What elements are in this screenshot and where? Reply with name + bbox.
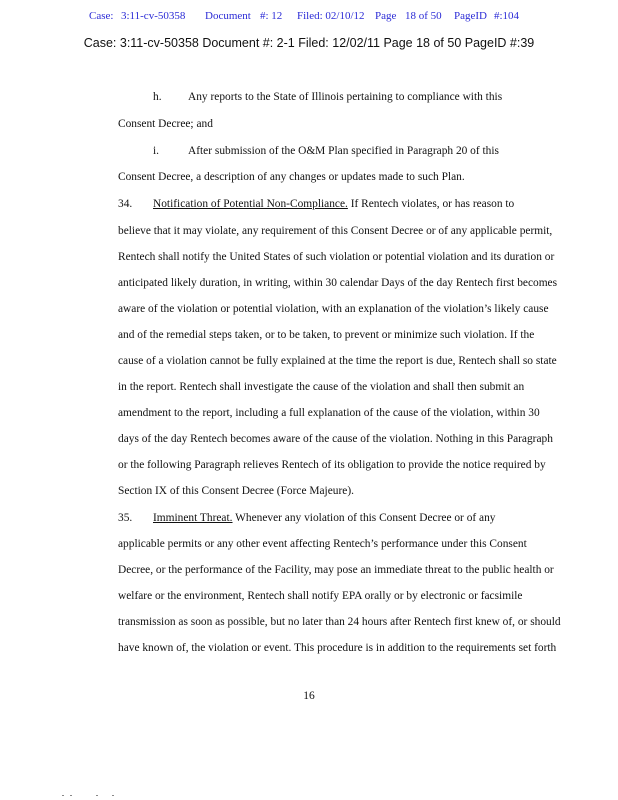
item-h-line: Any reports to the State of Illinois pertaining to compliance with this [188, 91, 503, 103]
stamp-case-label: Case: [89, 10, 114, 22]
item-i-label: i. [153, 145, 160, 157]
stamp-page-of: 18 of 50 [405, 10, 442, 22]
scan-speck [62, 795, 64, 796]
paragraph-34-first-line [153, 198, 514, 210]
paragraph-line: amendment to the report, including a full explanation of the cause of the violation, within 30 [118, 407, 540, 419]
item-i-line: After submission of the O&M Plan specified in Paragraph 20 of this [188, 145, 499, 157]
paragraph-number: 34. [118, 198, 133, 210]
page-number: 16 [303, 690, 315, 702]
stamp-filed-date: Filed: 02/10/12 [297, 10, 365, 22]
scan-speck [112, 795, 114, 796]
stamp-pageid-label: PageID [454, 10, 487, 22]
item-i-line: Consent Decree, a description of any changes or updates made to such Plan. [118, 171, 465, 183]
original-filing-header: Case: 3:11-cv-50358 Document #: 2-1 Filed: 12/02/11 Page 18 of 50 PageID #:39 [83, 36, 535, 50]
stamp-document-label: Document [205, 10, 251, 22]
paragraph-line: in the report. Rentech shall investigate the cause of the violation and shall then submit an [118, 381, 525, 393]
scan-speck [96, 795, 98, 796]
paragraph-line: welfare or the environment, Rentech shall notify EPA orally or by electronic or facsimile [118, 590, 523, 602]
paragraph-line: Rentech shall notify the United States of such violation or potential violation and its duration or [118, 251, 555, 263]
paragraph-line: believe that it may violate, any requirement of this Consent Decree or of any applicable permit, [118, 225, 553, 237]
item-h-label: h. [153, 91, 162, 103]
paragraph-line: aware of the violation or potential violation, with an explanation of the violation’s likely cause [118, 303, 549, 315]
paragraph-35-first-line [153, 512, 495, 524]
paragraph-line: Section IX of this Consent Decree (Force Majeure). [118, 485, 354, 497]
stamp-case-number: 3:11-cv-50358 [121, 10, 186, 22]
paragraph-line: cause of a violation cannot be fully explained at the time the report is due, Rentech shall so state [118, 355, 557, 367]
paragraph-line: transmission as soon as possible, but no later than 24 hours after Rentech first knew of, or should [118, 616, 561, 628]
stamp-document-number: #: 12 [260, 10, 283, 22]
paragraph-heading: Notification of Potential Non-Compliance. [153, 198, 348, 210]
paragraph-line: Decree, or the performance of the Facility, may pose an immediate threat to the public health or [118, 564, 554, 576]
paragraph-text: If Rentech violates, or has reason to [347, 198, 515, 210]
item-h-line: Consent Decree; and [118, 118, 213, 130]
paragraph-line: have known of, the violation or event. This procedure is in addition to the requirements set forth [118, 642, 557, 654]
paragraph-line: or the following Paragraph relieves Rentech of its obligation to provide the notice required by [118, 459, 546, 471]
paragraph-line: and of the remedial steps taken, or to be taken, to prevent or minimize such violation. If the [118, 329, 535, 341]
paragraph-number: 35. [118, 512, 133, 524]
scan-speck [70, 795, 72, 796]
stamp-pageid-number: #:104 [494, 10, 520, 22]
paragraph-heading: Imminent Threat. [153, 512, 233, 524]
paragraph-line: anticipated likely duration, in writing, within 30 calendar Days of the day Rentech first becomes [118, 277, 558, 289]
paragraph-line: days of the day Rentech becomes aware of the cause of the violation. Nothing in this Paragraph [118, 433, 553, 445]
paragraph-line: applicable permits or any other event affecting Rentech’s performance under this Consent [118, 538, 527, 550]
paragraph-text: Whenever any violation of this Consent Decree or of any [232, 512, 496, 524]
stamp-page-label: Page [375, 10, 397, 22]
